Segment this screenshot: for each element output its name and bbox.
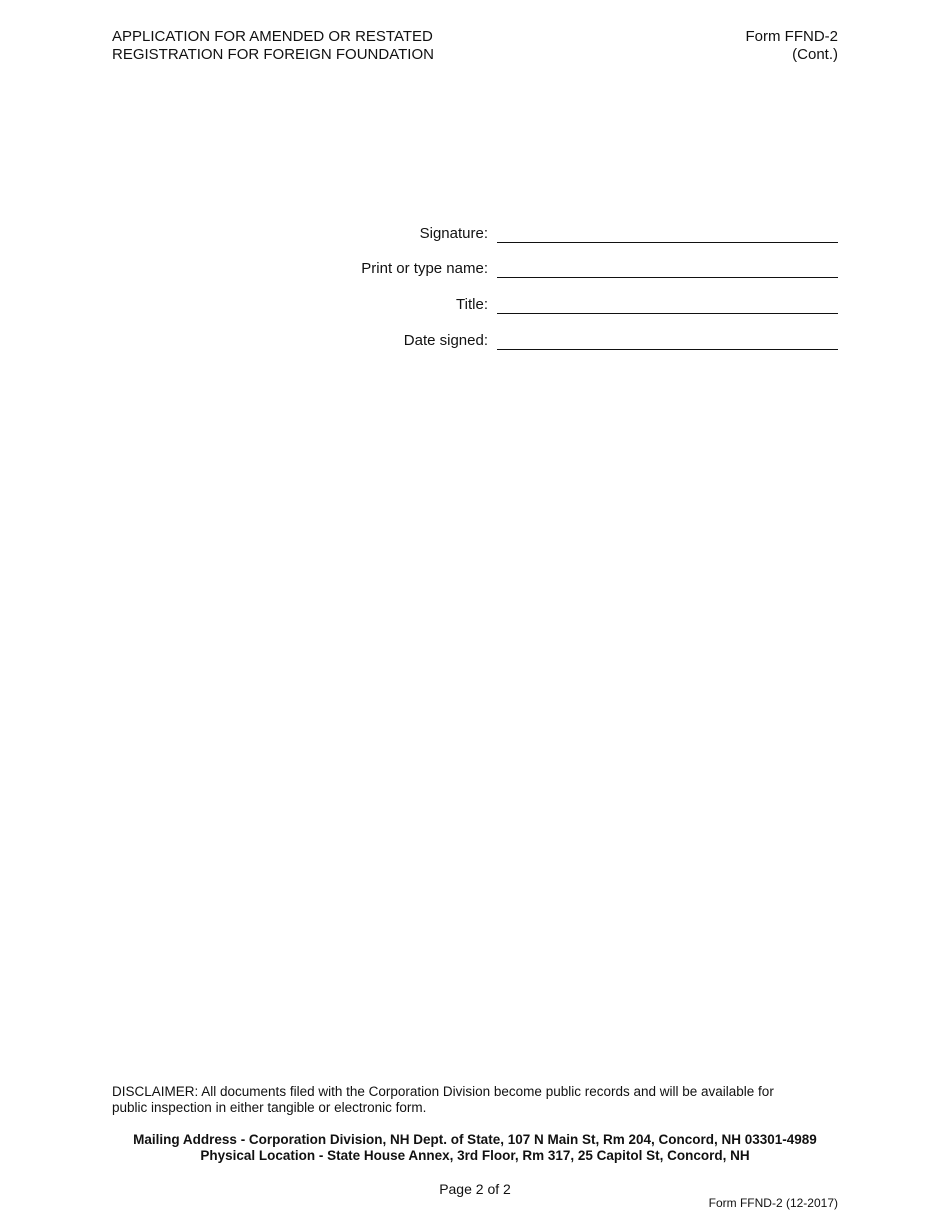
date-signed-label: Date signed:: [403, 332, 488, 349]
signature-field[interactable]: [497, 242, 838, 243]
form-number-header: [746, 28, 839, 64]
disclaimer-line-2: public inspection in either tangible or electronic form.: [112, 1100, 427, 1115]
address-block: [60, 1132, 890, 1164]
print-name-field[interactable]: [497, 277, 838, 278]
print-name-row: [300, 254, 838, 278]
disclaimer-line-1: DISCLAIMER: All documents filed with the Corporation Division become public records and will be available for: [112, 1084, 774, 1099]
page-number: Page 2 of 2: [439, 1181, 511, 1197]
continuation-label: (Cont.): [792, 46, 838, 63]
signature-label: Signature:: [419, 225, 488, 242]
form-number: Form FFND-2: [745, 28, 838, 45]
title-row: [300, 290, 838, 314]
date-signed-row: [300, 326, 838, 350]
date-signed-field[interactable]: [497, 349, 838, 350]
form-id-footer: Form FFND-2 (12-2017): [708, 1196, 838, 1210]
physical-location: Physical Location - State House Annex, 3rd Floor, Rm 317, 25 Capitol St, Concord, NH: [200, 1148, 750, 1163]
signature-row: [300, 219, 838, 243]
title-label: Title:: [456, 296, 488, 313]
mailing-address: Mailing Address - Corporation Division, NH Dept. of State, 107 N Main St, Rm 204, Concord, NH 03301-4989: [133, 1132, 817, 1147]
print-name-label: Print or type name:: [361, 260, 488, 277]
title-field[interactable]: [497, 313, 838, 314]
form-title-line-2: REGISTRATION FOR FOREIGN FOUNDATION: [112, 46, 434, 63]
form-title: [112, 28, 434, 64]
form-title-line-1: APPLICATION FOR AMENDED OR RESTATED: [112, 28, 433, 45]
disclaimer: [112, 1084, 838, 1116]
